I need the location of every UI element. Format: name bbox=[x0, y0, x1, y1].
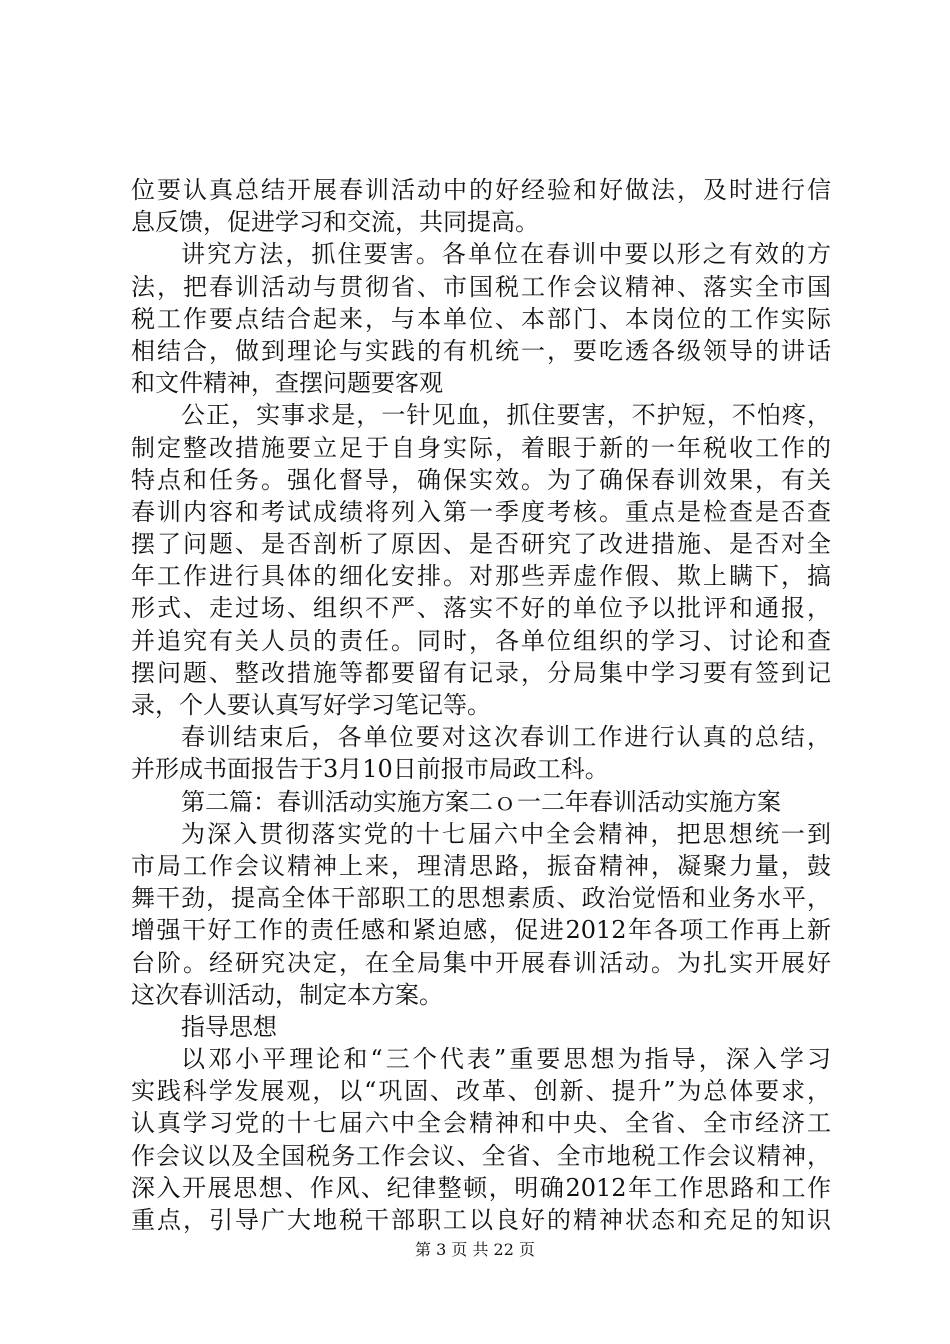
text-line: 公正，实事求是，一针见血，抓住要害，不护短，不怕疼， bbox=[181, 401, 831, 430]
text-line: 实践科学发展观，以“巩固、改革、创新、提升”为总体要求， bbox=[131, 1077, 831, 1106]
text-line: 特点和任务。强化督导，确保实效。为了确保春训效果，有关 bbox=[131, 465, 831, 494]
text-line: 深入开展思想、作风、纪律整顿，明确2012年工作思路和工作 bbox=[131, 1173, 831, 1202]
page-footer: 第 3 页 共 22 页 bbox=[415, 1240, 535, 1259]
text-line: 相结合，做到理论与实践的有机统一，要吃透各级领导的讲话 bbox=[131, 336, 831, 365]
text-line: 指导思想 bbox=[181, 1012, 277, 1041]
text-line: 摆了问题、是否剖析了原因、是否研究了改进措施、是否对全 bbox=[131, 530, 831, 559]
text-line: 录，个人要认真写好学习笔记等。 bbox=[131, 691, 491, 719]
text-line: 并追究有关人员的责任。同时，各单位组织的学习、讨论和查 bbox=[131, 626, 831, 655]
text-line: 舞干劲，提高全体干部职工的思想素质、政治觉悟和业务水平， bbox=[131, 884, 831, 913]
text-line: 位要认真总结开展春训活动中的好经验和好做法，及时进行信 bbox=[131, 176, 831, 204]
text-line: 制定整改措施要立足于自身实际，着眼于新的一年税收工作的 bbox=[131, 433, 831, 462]
text-line: 税工作要点结合起来，与本单位、本部门、本岗位的工作实际 bbox=[131, 304, 831, 333]
text-line: 息反馈，促进学习和交流，共同提高。 bbox=[131, 208, 539, 237]
text-line: 春训结束后，各单位要对这次春训工作进行认真的总结， bbox=[181, 723, 831, 752]
text-line: 市局工作会议精神上来，理清思路，振奋精神，凝聚力量，鼓 bbox=[131, 851, 831, 880]
text-line: 为深入贯彻落实党的十七届六中全会精神，把思想统一到 bbox=[181, 819, 831, 848]
text-line: 以邓小平理论和“三个代表”重要思想为指导，深入学习 bbox=[181, 1045, 831, 1074]
text-line: 重点，引导广大地税干部职工以良好的精神状态和充足的知识 bbox=[131, 1206, 831, 1234]
text-line: 作会议以及全国税务工作会议、全省、全市地税工作会议精神， bbox=[131, 1141, 831, 1170]
text-line: 法，把春训活动与贯彻省、市国税工作会议精神、落实全市国 bbox=[131, 272, 831, 301]
text-line: 这次春训活动，制定本方案。 bbox=[131, 980, 443, 1009]
text-line: 认真学习党的十七届六中全会精神和中央、全省、全市经济工 bbox=[131, 1109, 831, 1138]
text-line: 形式、走过场、组织不严、落实不好的单位予以批评和通报， bbox=[131, 594, 831, 623]
text-line: 和文件精神，查摆问题要客观 bbox=[131, 369, 443, 398]
text-line: 年工作进行具体的细化安排。对那些弄虚作假、欺上瞒下，搞 bbox=[131, 562, 831, 591]
text-line: 并形成书面报告于3月10日前报市局政工科。 bbox=[131, 755, 609, 784]
text-line: 第二篇：春训活动实施方案二ｏ一二年春训活动实施方案 bbox=[181, 787, 781, 816]
text-line: 增强干好工作的责任感和紧迫感，促进2012年各项工作再上新 bbox=[131, 916, 831, 945]
text-line: 摆问题、整改措施等都要留有记录，分局集中学习要有签到记 bbox=[131, 658, 831, 687]
text-line: 台阶。经研究决定，在全局集中开展春训活动。为扎实开展好 bbox=[131, 948, 831, 977]
document-body bbox=[131, 174, 831, 1236]
text-line: 讲究方法，抓住要害。各单位在春训中要以形之有效的方 bbox=[181, 240, 831, 269]
text-line: 春训内容和考试成绩将列入第一季度考核。重点是检查是否查 bbox=[131, 497, 831, 526]
